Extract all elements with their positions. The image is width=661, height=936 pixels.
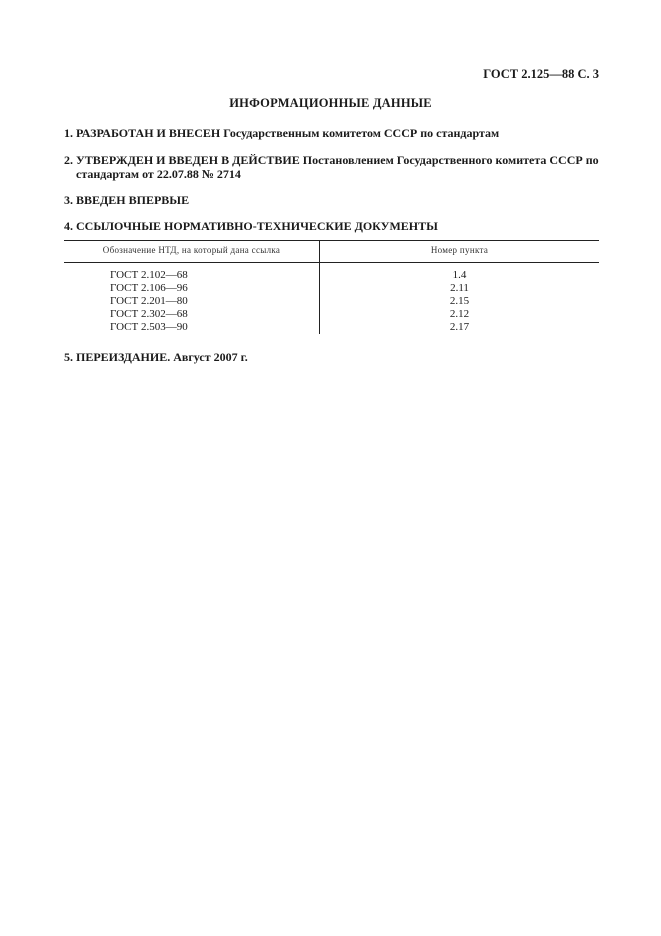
table-cell-clause: 2.17	[449, 321, 470, 333]
table-cell-clause: 2.12	[449, 308, 470, 320]
section-title: ИНФОРМАЦИОННЫЕ ДАННЫЕ	[229, 96, 432, 110]
table-top-rule	[64, 240, 599, 241]
table-row	[64, 269, 599, 282]
table-row	[64, 308, 599, 321]
table-header-clause: Номер пункта	[430, 245, 489, 255]
table-row	[64, 282, 599, 295]
table-cell-clause: 1.4	[452, 269, 467, 281]
item-heading: ПЕРЕИЗДАНИЕ.	[76, 350, 171, 364]
table-header-document: Обозначение НТД, на который дана ссылка	[102, 245, 281, 255]
table-cell-document: ГОСТ 2.302—68	[110, 308, 188, 320]
info-item-3	[64, 193, 604, 207]
item-text-continuation: стандартам от 22.07.88 № 2714	[76, 167, 241, 181]
info-item-4	[64, 219, 604, 233]
item-heading: УТВЕРЖДЕН И ВВЕДЕН В ДЕЙСТВИЕ	[76, 153, 300, 167]
table-cell-document: ГОСТ 2.102—68	[110, 269, 188, 281]
item-heading: ССЫЛОЧНЫЕ НОРМАТИВНО-ТЕХНИЧЕСКИЕ ДОКУМЕНТЫ	[76, 219, 438, 233]
item-text: Август 2007 г.	[173, 350, 248, 364]
item-number: 2.	[64, 153, 73, 167]
item-text: Постановлением Государственного комитета СССР по	[302, 153, 599, 167]
item-text: Государственным комитетом СССР по стандартам	[223, 126, 500, 140]
item-heading: РАЗРАБОТАН И ВНЕСЕН	[76, 126, 221, 140]
table-cell-clause: 2.11	[450, 282, 469, 294]
table-cell-document: ГОСТ 2.201—80	[110, 295, 188, 307]
table-row	[64, 295, 599, 308]
table-cell-document: ГОСТ 2.106—96	[110, 282, 188, 294]
info-item-2	[64, 153, 604, 181]
item-heading: ВВЕДЕН ВПЕРВЫЕ	[76, 193, 190, 207]
table-cell-clause: 2.15	[449, 295, 470, 307]
table-cell-document: ГОСТ 2.503—90	[110, 321, 188, 333]
table-row	[64, 321, 599, 334]
info-item-1	[64, 126, 604, 140]
item-number: 5.	[64, 350, 73, 364]
item-number: 1.	[64, 126, 73, 140]
document-reference: ГОСТ 2.125—88 С. 3	[483, 67, 599, 81]
table-body	[64, 269, 599, 334]
item-number: 4.	[64, 219, 73, 233]
table-header-rule	[64, 262, 599, 263]
info-item-5	[64, 350, 604, 364]
item-number: 3.	[64, 193, 73, 207]
